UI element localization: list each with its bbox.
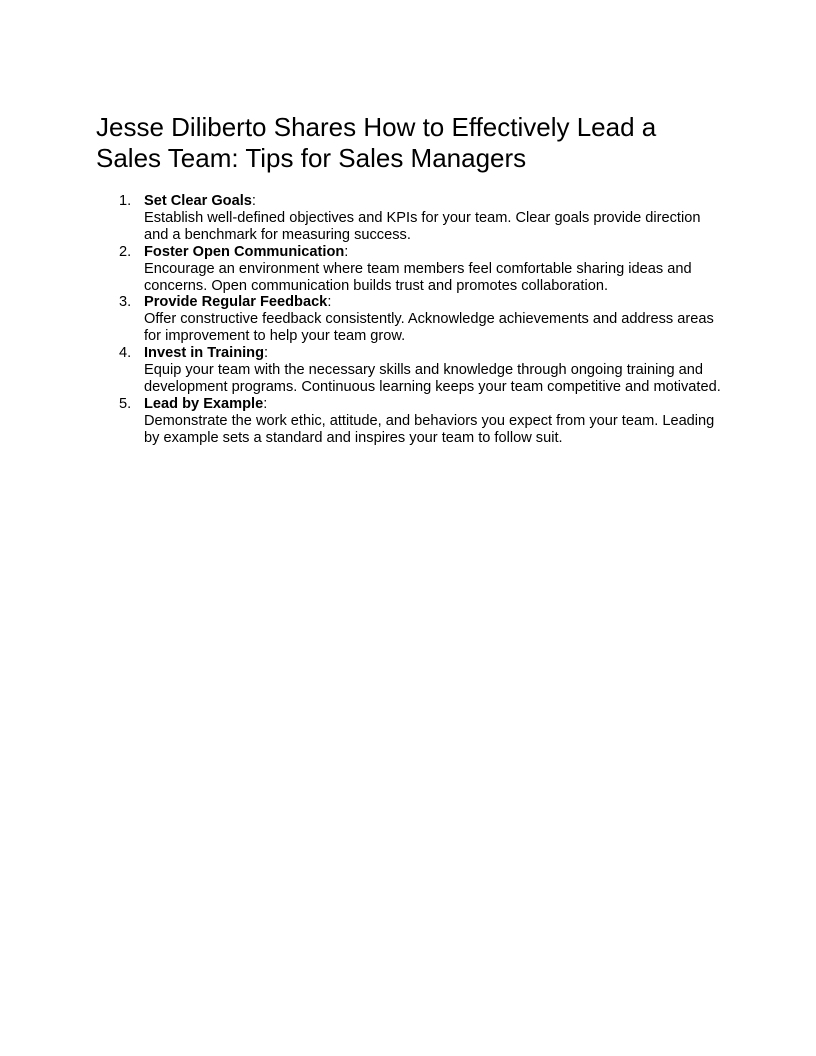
tip-item-set-clear-goals <box>96 193 726 244</box>
tip-body: Offer constructive feedback consistently. Acknowledge achievements and address areas for improvement to help your team grow. <box>144 311 714 345</box>
tip-body: Demonstrate the work ethic, attitude, and behaviors you expect from your team. Leading by example sets a standard and inspires your team to follow suit. <box>144 412 715 446</box>
tip-item-invest-in-training <box>96 345 726 396</box>
tip-item-lead-by-example <box>96 396 726 447</box>
document-page <box>96 112 726 447</box>
tip-heading-line <box>144 396 726 413</box>
tip-heading-colon: : <box>344 243 349 260</box>
tips-list <box>96 193 726 447</box>
tip-heading: Lead by Example <box>144 395 264 412</box>
tip-number: 4. <box>119 345 132 362</box>
tip-heading-colon: : <box>263 395 268 412</box>
tip-number: 2. <box>119 243 132 260</box>
tip-body: Encourage an environment where team members feel comfortable sharing ideas and concerns. Open communication builds trust and promotes collaboration. <box>144 260 692 294</box>
tip-heading: Foster Open Communication <box>144 243 345 260</box>
tip-item-foster-open-communication <box>96 244 726 295</box>
tip-number: 3. <box>119 294 132 311</box>
tip-body: Establish well-defined objectives and KPIs for your team. Clear goals provide direction and a benchmark for measuring success. <box>144 209 701 243</box>
tip-number: 5. <box>119 395 132 412</box>
tip-item-provide-regular-feedback <box>96 294 726 345</box>
document-title: Jesse Diliberto Shares How to Effectively Lead a Sales Team: Tips for Sales Managers <box>96 112 657 173</box>
tip-heading-colon: : <box>251 193 256 209</box>
tip-heading-line <box>144 193 726 210</box>
tip-heading-colon: : <box>327 294 332 311</box>
tip-heading: Set Clear Goals <box>144 193 252 209</box>
tip-heading-line <box>144 345 726 362</box>
tip-number: 1. <box>119 193 132 209</box>
tip-heading: Invest in Training <box>144 345 265 362</box>
tip-heading-line <box>144 294 726 311</box>
tip-heading-line <box>144 244 726 261</box>
tip-heading: Provide Regular Feedback <box>144 294 328 311</box>
tip-heading-colon: : <box>264 345 269 362</box>
tip-body: Equip your team with the necessary skills and knowledge through ongoing training and development programs. Continuous learning keeps your team competitive and motivated. <box>144 362 721 395</box>
